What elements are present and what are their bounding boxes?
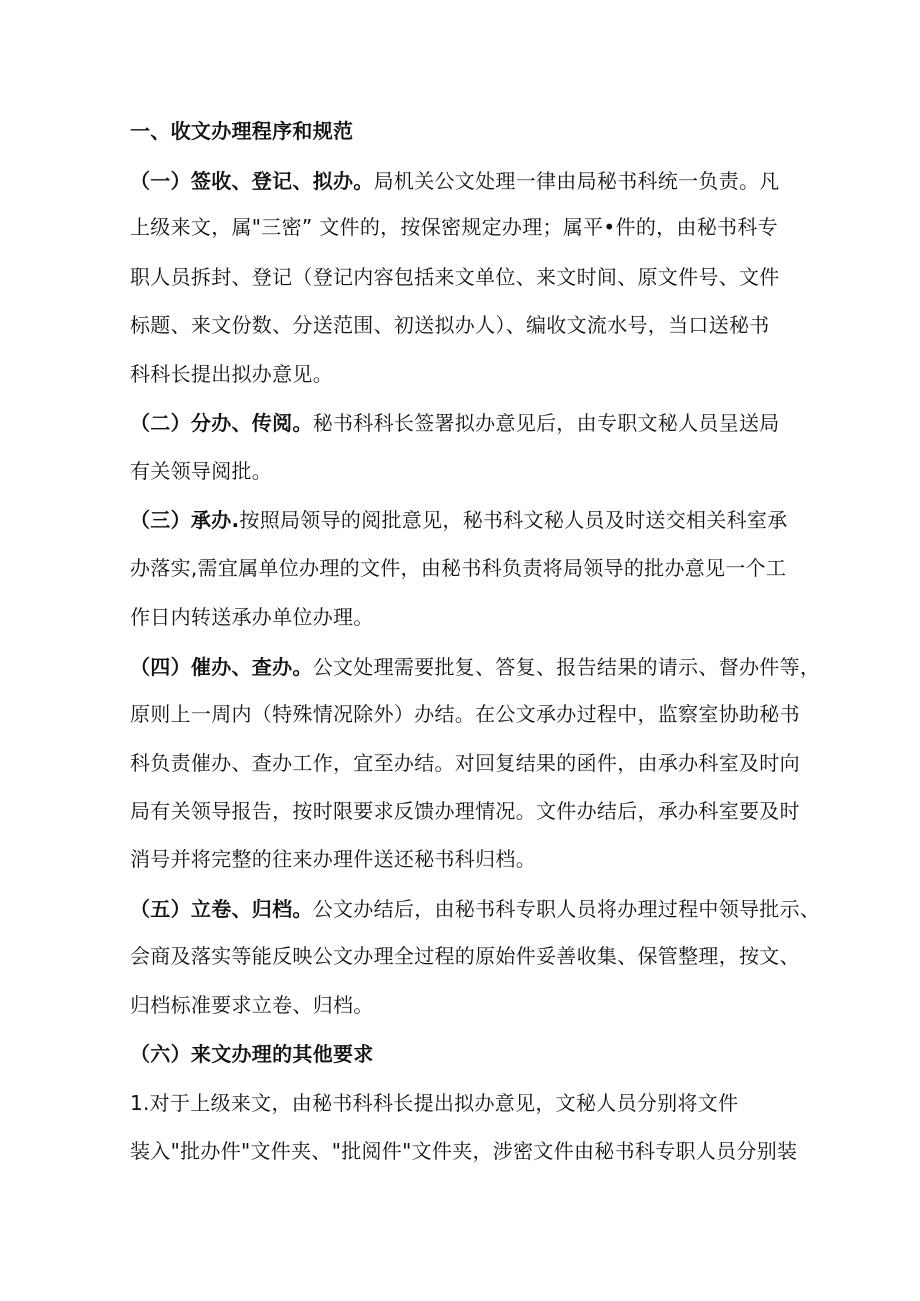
section-5-line-3: 归档标准要求立卷、归档。 (130, 993, 374, 1017)
section-4-line-4: 局有关领导报告，按时限要求反馈办理情况。文件办结后，承办科室要及时 (130, 799, 800, 823)
section-1-title: （一）签收、登记、拟办。 (130, 169, 374, 193)
section-4-line-2: 原则上一周内（特殊情况除外）办结。在公文承办过程中，监察室协助秘书 (130, 702, 800, 726)
section-5-line-1: （五）立卷、归档。公文办结后，由秘书科专职人员将办理过程中领导批示、 (130, 897, 821, 921)
section-1-line-4: 标题、来文份数、分送范围、初送拟办人）、编收文流水号，当口送秘书 (130, 313, 770, 337)
section-4-line-1: （四）催办、查办。公文处理需要批复、答复、报告结果的请示、督办件等， (130, 655, 821, 679)
section-2-line-2: 有关领导阅批。 (130, 459, 273, 483)
document-heading: 一、收文办理程序和规范 (130, 119, 354, 143)
section-4-line-3: 科负责催办、查办工作，宜至办结。对回复结果的函件，由承办科室及时向 (130, 751, 800, 775)
section-3-title: （三）承办. (130, 508, 240, 532)
section-5-line-2: 会商及落实等能反映公文办理全过程的原始件妥善收集、保管整理，按文、 (130, 944, 800, 968)
section-3-line-3: 作日内转送承办单位办理。 (130, 605, 374, 629)
item-1-line-1: 1.对于上级来文，由秘书科科长提出拟办意见，文秘人员分别将文件 (130, 1091, 739, 1115)
section-4-title: （四）催办、查办。 (130, 655, 313, 679)
section-2-title: （二）分办、传阅。 (130, 411, 313, 435)
section-2-line-1: （二）分办、传阅。秘书科科长签署拟办意见后，由专职文秘人员呈送局 (130, 411, 780, 435)
section-1-line-1: （一）签收、登记、拟办。局机关公文处理一律由局秘书科统一负责。凡 (130, 169, 780, 193)
section-5-title: （五）立卷、归档。 (130, 897, 313, 921)
section-3-line-1: （三）承办.按照局领导的阅批意见，秘书科文秘人员及时送交相关科室承 (130, 508, 788, 532)
section-3-line-2: 办落实,需宜属单位办理的文件，由秘书科负责将局领导的批办意见一个工 (130, 556, 787, 580)
section-6-title: （六）来文办理的其他要求 (130, 1042, 374, 1066)
item-1-line-2: 装入"批办件"文件夹、"批阅件"文件夹，涉密文件由秘书科专职人员分别装 (130, 1139, 798, 1163)
section-4-line-5: 消号并将完整的往来办理件送还秘书科归档。 (130, 847, 536, 871)
section-1-line-5: 科科长提出拟办意见。 (130, 362, 333, 386)
section-1-line-3: 职人员拆封、登记（登记内容包括来文单位、来文时间、原文件号、文件 (130, 265, 780, 289)
section-1-line-2: 上级来文，属"三密” 文件的，按保密规定办理；属平•件的，由秘书科专 (130, 215, 778, 239)
